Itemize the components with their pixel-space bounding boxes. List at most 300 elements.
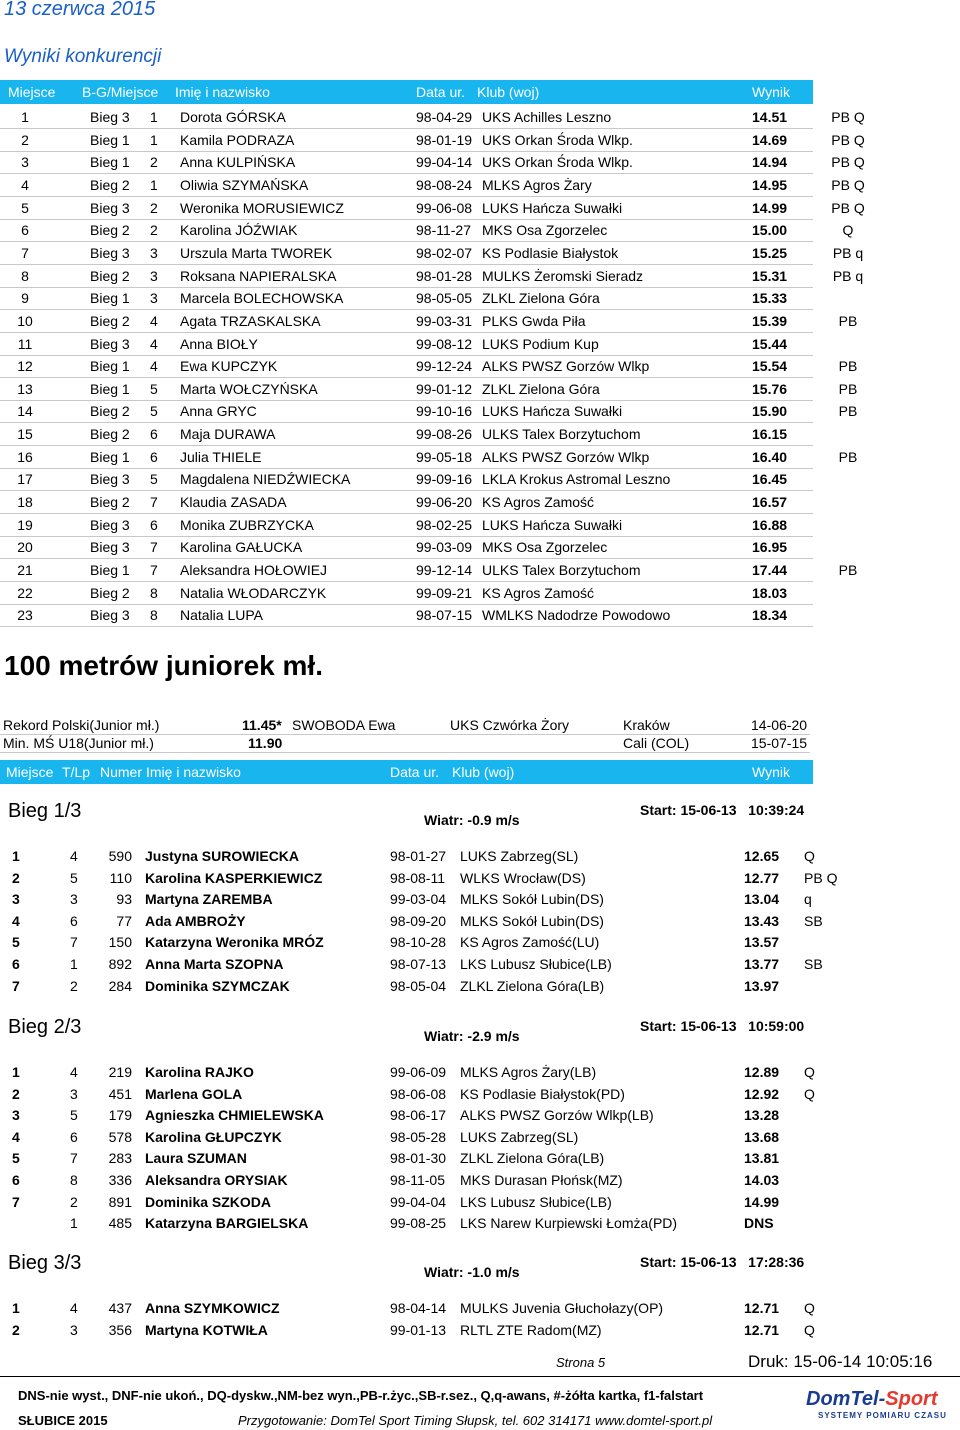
name-cell: Ewa KUPCZYK <box>180 358 278 375</box>
place-cell: 19 <box>17 516 33 533</box>
table-row <box>0 129 865 152</box>
result-cell: 15.76 <box>752 380 788 397</box>
heat-place-cell: 7 <box>12 1193 20 1210</box>
heat-note-cell: SB <box>804 956 823 972</box>
birth-cell: 99-01-12 <box>416 380 473 397</box>
lane-cell: 2 <box>150 222 158 239</box>
heat-note-cell: Q <box>804 1064 815 1080</box>
club-cell: ALKS PWSZ Gorzów Wlkp <box>482 448 650 465</box>
place-cell: 6 <box>21 222 29 239</box>
heat-cell: Bieg 3 <box>90 335 130 352</box>
heat-place-cell: 5 <box>12 934 20 951</box>
col-club: Klub (woj) <box>477 84 540 100</box>
birth-cell: 98-02-07 <box>416 244 473 261</box>
club-cell: ALKS PWSZ Gorzów Wlkp <box>482 358 650 375</box>
result-cell: 18.03 <box>752 584 788 601</box>
heat-lane-cell: 1 <box>70 1215 78 1232</box>
heat-col-place: Miejsce <box>6 764 54 780</box>
heat-cell: Bieg 1 <box>90 131 130 148</box>
heat-cell: Bieg 1 <box>90 154 130 171</box>
table-row <box>0 106 865 129</box>
heat-lane-cell: 1 <box>70 956 78 972</box>
heat-cell: Bieg 2 <box>90 176 130 193</box>
place-cell: 17 <box>17 471 33 488</box>
place-cell: 18 <box>17 494 33 511</box>
heat-name-cell: Justyna SUROWIECKA <box>145 848 300 864</box>
event-title: 100 metrów juniorek mł. <box>4 650 323 681</box>
birth-cell: 99-08-12 <box>416 335 473 352</box>
heat-result-cell: 13.57 <box>744 934 780 951</box>
table-row <box>0 423 813 446</box>
heat-result-cell: 13.28 <box>744 1107 780 1124</box>
note-cell: PB Q <box>831 131 865 148</box>
heat-col-name: Imię i nazwisko <box>146 764 241 780</box>
birth-cell: 99-12-14 <box>416 562 473 578</box>
note-cell: PB <box>838 358 858 375</box>
heat-result-cell: 13.04 <box>744 891 780 908</box>
place-cell: 8 <box>21 267 29 284</box>
result-cell: 16.45 <box>752 471 788 488</box>
bib-number-cell: 485 <box>108 1215 132 1232</box>
name-cell: Dorota GÓRSKA <box>180 109 286 125</box>
table-row <box>0 536 813 559</box>
heat-birth-cell: 98-10-28 <box>390 934 447 951</box>
record-value: 11.90 <box>248 735 283 751</box>
heat-place-cell: 3 <box>12 1107 20 1124</box>
heat-cell: Bieg 3 <box>90 539 130 556</box>
table-row <box>0 468 813 491</box>
bib-number-cell: 891 <box>108 1193 132 1210</box>
legend-text: DNS-nie wyst., DNF-nie ukoń., DQ-dyskw.,NM-bez wyn.,PB-r.życ.,SB-r.sez., Q,q-awans, #-żółta kartka, f1-falstart <box>18 1388 704 1403</box>
wind-reading: Wiatr: -0.9 m/s <box>424 812 520 828</box>
heat-birth-cell: 98-09-20 <box>390 912 447 929</box>
name-cell: Urszula Marta TWOREK <box>180 244 333 261</box>
name-cell: Agata TRZASKALSKA <box>180 312 321 329</box>
heat-result-cell: 12.77 <box>744 869 780 886</box>
heat-name-cell: Karolina KASPERKIEWICZ <box>145 869 323 886</box>
heat-name-cell: Ada AMBROŻY <box>145 912 246 929</box>
heat-club-cell: RLTL ZTE Radom(MZ) <box>460 1321 602 1338</box>
table-row <box>0 355 858 378</box>
heat-note-cell: Q <box>804 1300 815 1316</box>
birth-cell: 98-01-28 <box>416 267 473 284</box>
heat-birth-cell: 98-07-13 <box>390 956 447 972</box>
lane-cell: 4 <box>150 335 158 352</box>
heat-lane-cell: 7 <box>70 1150 78 1167</box>
club-cell: ZLKL Zielona Góra <box>482 290 600 307</box>
heat-place-cell: 1 <box>12 1300 20 1316</box>
col-heat-lane: B-G/Miejsce <box>82 84 159 100</box>
note-cell: PB <box>838 380 858 397</box>
name-cell: Oliwia SZYMAŃSKA <box>180 176 309 193</box>
heat-cell: Bieg 1 <box>90 290 130 307</box>
name-cell: Marcela BOLECHOWSKA <box>180 290 344 307</box>
birth-cell: 98-01-19 <box>416 131 473 148</box>
heat-lane-cell: 4 <box>70 1300 78 1316</box>
bib-number-cell: 77 <box>116 912 132 929</box>
bib-number-cell: 150 <box>108 934 132 951</box>
place-cell: 3 <box>21 154 29 171</box>
lane-cell: 1 <box>150 109 158 125</box>
col-name: Imię i nazwisko <box>175 84 270 100</box>
wind-reading: Wiatr: -1.0 m/s <box>424 1264 520 1280</box>
heat-lane-cell: 2 <box>70 977 78 994</box>
lane-cell: 8 <box>150 607 158 624</box>
heat-result-cell: DNS <box>744 1215 774 1232</box>
record-value: 11.45* <box>242 717 282 733</box>
heat-club-cell: MLKS Agros Żary(LB) <box>460 1064 597 1080</box>
heat-place-cell: 4 <box>12 912 20 929</box>
record-label: Min. MŚ U18(Junior mł.) <box>3 735 154 751</box>
place-cell: 22 <box>17 584 33 601</box>
heat-club-cell: MLKS Sokół Lubin(DS) <box>460 891 604 908</box>
name-cell: Klaudia ZASADA <box>180 494 287 511</box>
birth-cell: 99-03-09 <box>416 539 473 556</box>
heat-row <box>0 911 823 932</box>
heat-birth-cell: 98-01-27 <box>390 848 447 864</box>
birth-cell: 99-06-08 <box>416 199 473 216</box>
birth-cell: 99-12-24 <box>416 358 473 375</box>
note-cell: PB <box>838 312 858 329</box>
heat-club-cell: LKS Lubusz Słubice(LB) <box>460 956 612 972</box>
result-cell: 17.44 <box>752 562 788 578</box>
heat-cell: Bieg 2 <box>90 426 130 443</box>
lane-cell: 3 <box>150 244 158 261</box>
table-row <box>0 378 858 401</box>
lane-cell: 5 <box>150 380 158 397</box>
lane-cell: 3 <box>150 290 158 307</box>
note-cell: PB q <box>832 267 864 284</box>
heat-note-cell: Q <box>804 1085 815 1102</box>
heat-club-cell: LUKS Zabrzeg(SL) <box>460 848 579 864</box>
heat-cell: Bieg 3 <box>90 607 130 624</box>
table-row <box>0 151 865 174</box>
heat-result-cell: 13.81 <box>744 1150 780 1167</box>
result-cell: 15.00 <box>752 222 788 239</box>
lane-cell: 5 <box>150 403 158 420</box>
heat-place-cell: 1 <box>12 1064 20 1080</box>
club-cell: KS Agros Zamość <box>482 494 595 511</box>
heat-result-cell: 13.68 <box>744 1128 780 1145</box>
heat-cell: Bieg 2 <box>90 494 130 511</box>
bib-number-cell: 451 <box>108 1085 132 1102</box>
heat-place-cell: 4 <box>12 1128 20 1145</box>
place-cell: 4 <box>21 176 29 193</box>
heat-cell: Bieg 2 <box>90 222 130 239</box>
heat-lane-cell: 3 <box>70 1085 78 1102</box>
result-cell: 16.88 <box>752 516 788 533</box>
heat-lane-cell: 6 <box>70 912 78 929</box>
club-cell: ULKS Talex Borzytuchom <box>482 426 641 443</box>
result-cell: 16.57 <box>752 494 788 511</box>
heat-name-cell: Anna SZYMKOWICZ <box>145 1300 280 1316</box>
place-cell: 16 <box>17 448 33 465</box>
club-cell: ZLKL Zielona Góra <box>482 380 600 397</box>
logo-wordmark: DomTel-Sport <box>806 1388 938 1410</box>
heat-cell: Bieg 3 <box>90 471 130 488</box>
club-cell: LUKS Podium Kup <box>482 335 599 352</box>
heat-birth-cell: 98-01-30 <box>390 1150 447 1167</box>
record-row <box>0 717 810 735</box>
heat-cell: Bieg 2 <box>90 403 130 420</box>
result-cell: 18.34 <box>752 607 788 624</box>
start-time: Start: 15-06-13 10:59:00 <box>640 1018 805 1034</box>
heat-place-cell: 2 <box>12 869 20 886</box>
heat-birth-cell: 99-08-25 <box>390 1215 447 1232</box>
heat-cell: Bieg 3 <box>90 109 130 125</box>
print-timestamp: Druk: 15-06-14 10:05:16 <box>748 1352 933 1371</box>
place-cell: 20 <box>17 539 33 556</box>
name-cell: Anna BIOŁY <box>180 335 258 352</box>
name-cell: Natalia WŁODARCZYK <box>180 584 327 601</box>
table-row <box>0 310 858 333</box>
result-cell: 15.54 <box>752 358 788 375</box>
birth-cell: 98-07-15 <box>416 607 473 624</box>
heat-result-cell: 12.71 <box>744 1300 780 1316</box>
record-label: Rekord Polski(Junior mł.) <box>3 717 160 733</box>
table-row <box>0 333 813 356</box>
club-cell: UKS Orkan Środa Wlkp. <box>482 154 633 171</box>
birth-cell: 99-09-21 <box>416 584 473 601</box>
bib-number-cell: 219 <box>108 1064 132 1080</box>
heat-row <box>0 1062 813 1083</box>
result-cell: 15.39 <box>752 312 788 329</box>
heat-cell: Bieg 1 <box>90 380 130 397</box>
heat-club-cell: KS Podlasie Białystok(PD) <box>460 1085 625 1102</box>
heat-col-result: Wynik <box>752 764 790 780</box>
heat-col-lane: T/Lp <box>62 764 91 780</box>
heats-header-bar <box>0 760 813 784</box>
heat-row <box>0 1148 813 1169</box>
bib-number-cell: 110 <box>109 869 132 886</box>
heat-club-cell: LKS Narew Kurpiewski Łomża(PD) <box>460 1215 678 1232</box>
record-date: 14-06-20 <box>751 717 808 733</box>
heat-row <box>0 1105 813 1126</box>
note-cell: PB Q <box>831 109 865 125</box>
name-cell: Roksana NAPIERALSKA <box>180 267 337 284</box>
heat-birth-cell: 98-06-17 <box>390 1107 447 1124</box>
club-cell: UKS Achilles Leszno <box>482 109 612 125</box>
heat-birth-cell: 98-06-08 <box>390 1085 447 1102</box>
club-cell: WMLKS Nadodrze Powodowo <box>482 607 671 624</box>
name-cell: Kamila PODRAZA <box>180 131 295 148</box>
heat-place-cell: 6 <box>12 956 20 972</box>
heat-club-cell: KS Agros Zamość(LU) <box>460 934 600 951</box>
heat-name-cell: Karolina RAJKO <box>145 1064 254 1080</box>
heat-row <box>0 1192 813 1213</box>
heat-lane-cell: 5 <box>70 869 78 886</box>
birth-cell: 99-04-14 <box>416 154 473 171</box>
heat-name-cell: Karolina GŁUPCZYK <box>145 1128 282 1145</box>
club-cell: ULKS Talex Borzytuchom <box>482 562 641 578</box>
wind-reading: Wiatr: -2.9 m/s <box>424 1028 520 1044</box>
name-cell: Aleksandra HOŁOWIEJ <box>180 562 328 578</box>
heat-birth-cell: 98-05-04 <box>390 977 447 994</box>
place-cell: 13 <box>17 380 33 397</box>
heat-row <box>0 846 813 867</box>
birth-cell: 98-11-27 <box>416 222 472 239</box>
heat-name-cell: Anna Marta SZOPNA <box>145 956 284 972</box>
record-place: Kraków <box>623 717 670 733</box>
domtel-logo <box>800 1388 950 1424</box>
heat-lane-cell: 2 <box>70 1193 78 1210</box>
record-place: Cali (COL) <box>623 735 690 751</box>
heat-place-cell: 3 <box>12 891 20 908</box>
result-cell: 15.31 <box>752 267 788 284</box>
heat-name-cell: Dominika SZKODA <box>145 1193 272 1210</box>
heat-row <box>0 1170 813 1191</box>
lane-cell: 2 <box>150 199 158 216</box>
col-birth: Data ur. <box>416 84 466 100</box>
heat-title: Bieg 1/3 <box>8 800 82 822</box>
lane-cell: 1 <box>150 131 158 148</box>
bib-number-cell: 93 <box>116 891 132 908</box>
birth-cell: 99-06-20 <box>416 494 473 511</box>
name-cell: Karolina JÓŹWIAK <box>180 222 298 239</box>
heat-birth-cell: 98-08-11 <box>390 869 446 886</box>
heat-lane-cell: 4 <box>70 1064 78 1080</box>
heat-row <box>0 976 813 997</box>
birth-cell: 99-10-16 <box>416 403 473 420</box>
club-cell: LUKS Hańcza Suwałki <box>482 199 623 216</box>
heat-cell: Bieg 3 <box>90 516 130 533</box>
place-cell: 9 <box>21 290 29 307</box>
heat-col-number: Numer <box>100 764 143 780</box>
section-title: Wyniki konkurencji <box>4 46 162 67</box>
heat-place-cell: 7 <box>12 977 20 994</box>
birth-cell: 98-08-24 <box>416 176 473 193</box>
club-cell: KS Agros Zamość <box>482 584 595 601</box>
heat-cell: Bieg 1 <box>90 562 130 578</box>
bib-number-cell: 892 <box>108 956 132 972</box>
place-cell: 11 <box>17 335 33 352</box>
place-cell: 7 <box>21 244 29 261</box>
heat-note-cell: Q <box>804 1321 815 1338</box>
lane-cell: 4 <box>150 358 158 375</box>
result-cell: 14.69 <box>752 131 788 148</box>
heat-club-cell: MLKS Sokół Lubin(DS) <box>460 912 604 929</box>
heat-lane-cell: 8 <box>70 1172 78 1188</box>
table-row <box>0 242 864 265</box>
heat-name-cell: Dominika SZYMCZAK <box>145 977 290 994</box>
heat-col-birth: Data ur. <box>390 764 440 780</box>
club-cell: UKS Orkan Środa Wlkp. <box>482 131 633 148</box>
lane-cell: 7 <box>150 562 158 578</box>
place-cell: 23 <box>17 607 33 624</box>
result-cell: 14.51 <box>752 109 788 125</box>
col-place: Miejsce <box>8 84 56 100</box>
bib-number-cell: 437 <box>108 1300 132 1316</box>
note-cell: PB Q <box>831 154 865 171</box>
birth-cell: 99-08-26 <box>416 426 473 443</box>
note-cell: PB Q <box>831 199 865 216</box>
table-row <box>0 491 813 514</box>
place-cell: 21 <box>17 562 33 578</box>
bib-number-cell: 179 <box>108 1107 132 1124</box>
lane-cell: 6 <box>150 516 158 533</box>
heat-title: Bieg 2/3 <box>8 1016 82 1038</box>
heat-name-cell: Martyna KOTWIŁA <box>145 1321 268 1338</box>
bib-number-cell: 578 <box>108 1128 132 1145</box>
name-cell: Natalia LUPA <box>180 607 264 624</box>
heat-club-cell: LKS Lubusz Słubice(LB) <box>460 1193 612 1210</box>
lane-cell: 3 <box>150 267 158 284</box>
name-cell: Anna GRYC <box>180 403 257 420</box>
heat-birth-cell: 99-01-13 <box>390 1321 447 1338</box>
start-time: Start: 15-06-13 17:28:36 <box>640 1254 805 1270</box>
table-row <box>0 174 865 197</box>
heat-result-cell: 14.03 <box>744 1172 780 1188</box>
start-time: Start: 15-06-13 10:39:24 <box>640 802 805 818</box>
club-cell: LKLA Krokus Astromal Leszno <box>482 471 671 488</box>
name-cell: Marta WOŁCZYŃSKA <box>180 380 318 397</box>
club-cell: LUKS Hańcza Suwałki <box>482 403 623 420</box>
birth-cell: 99-09-16 <box>416 471 473 488</box>
record-row <box>0 735 810 753</box>
table-row <box>0 559 858 582</box>
place-cell: 14 <box>17 403 33 420</box>
result-cell: 14.94 <box>752 154 788 171</box>
heat-row <box>0 1127 813 1148</box>
heat-row <box>0 1084 813 1105</box>
result-cell: 15.33 <box>752 290 788 307</box>
place-cell: 5 <box>21 199 29 216</box>
heat-result-cell: 12.71 <box>744 1321 780 1338</box>
heat-club-cell: MULKS Juvenia Głuchołazy(OP) <box>460 1300 664 1316</box>
col-result: Wynik <box>752 84 790 100</box>
heat-name-cell: Agnieszka CHMIELEWSKA <box>145 1107 324 1124</box>
heat-name-cell: Martyna ZAREMBA <box>145 891 273 908</box>
heat-birth-cell: 99-04-04 <box>390 1193 447 1210</box>
heat-name-cell: Katarzyna BARGIELSKA <box>145 1215 309 1232</box>
table-row <box>0 219 854 242</box>
result-cell: 15.25 <box>752 244 788 261</box>
page-number: Strona 5 <box>556 1355 606 1370</box>
bib-number-cell: 284 <box>108 977 132 994</box>
logo-subtitle: SYSTEMY POMIARU CZASU <box>818 1411 947 1420</box>
name-cell: Monika ZUBRZYCKA <box>180 516 314 533</box>
heat-row <box>0 954 823 975</box>
result-cell: 15.90 <box>752 403 788 420</box>
venue-text: SŁUBICE 2015 <box>18 1413 108 1428</box>
lane-cell: 7 <box>150 494 158 511</box>
note-cell: PB q <box>832 244 864 261</box>
heat-place-cell: 6 <box>12 1172 20 1188</box>
heat-title: Bieg 3/3 <box>8 1252 82 1274</box>
bib-number-cell: 283 <box>108 1150 132 1167</box>
heat-birth-cell: 98-04-14 <box>390 1300 447 1316</box>
heat-cell: Bieg 3 <box>90 199 130 216</box>
heat-birth-cell: 98-11-05 <box>390 1172 446 1188</box>
result-cell: 14.95 <box>752 176 788 193</box>
heat-cell: Bieg 2 <box>90 267 130 284</box>
heat-cell: Bieg 1 <box>90 358 130 375</box>
birth-cell: 99-05-18 <box>416 448 473 465</box>
heat-row <box>0 932 813 953</box>
heat-club-cell: ALKS PWSZ Gorzów Wlkp(LB) <box>460 1107 654 1124</box>
place-cell: 15 <box>17 426 33 443</box>
heat-place-cell: 2 <box>12 1321 20 1338</box>
heat-note-cell: SB <box>804 912 823 929</box>
heat-result-cell: 13.97 <box>744 977 780 994</box>
heat-note-cell: PB Q <box>804 869 838 886</box>
footer-divider <box>0 1376 960 1377</box>
heat-lane-cell: 4 <box>70 848 78 864</box>
heat-cell: Bieg 2 <box>90 312 130 329</box>
heat-row <box>0 1298 813 1319</box>
lane-cell: 4 <box>150 312 158 329</box>
name-cell: Karolina GAŁUCKA <box>180 539 303 556</box>
